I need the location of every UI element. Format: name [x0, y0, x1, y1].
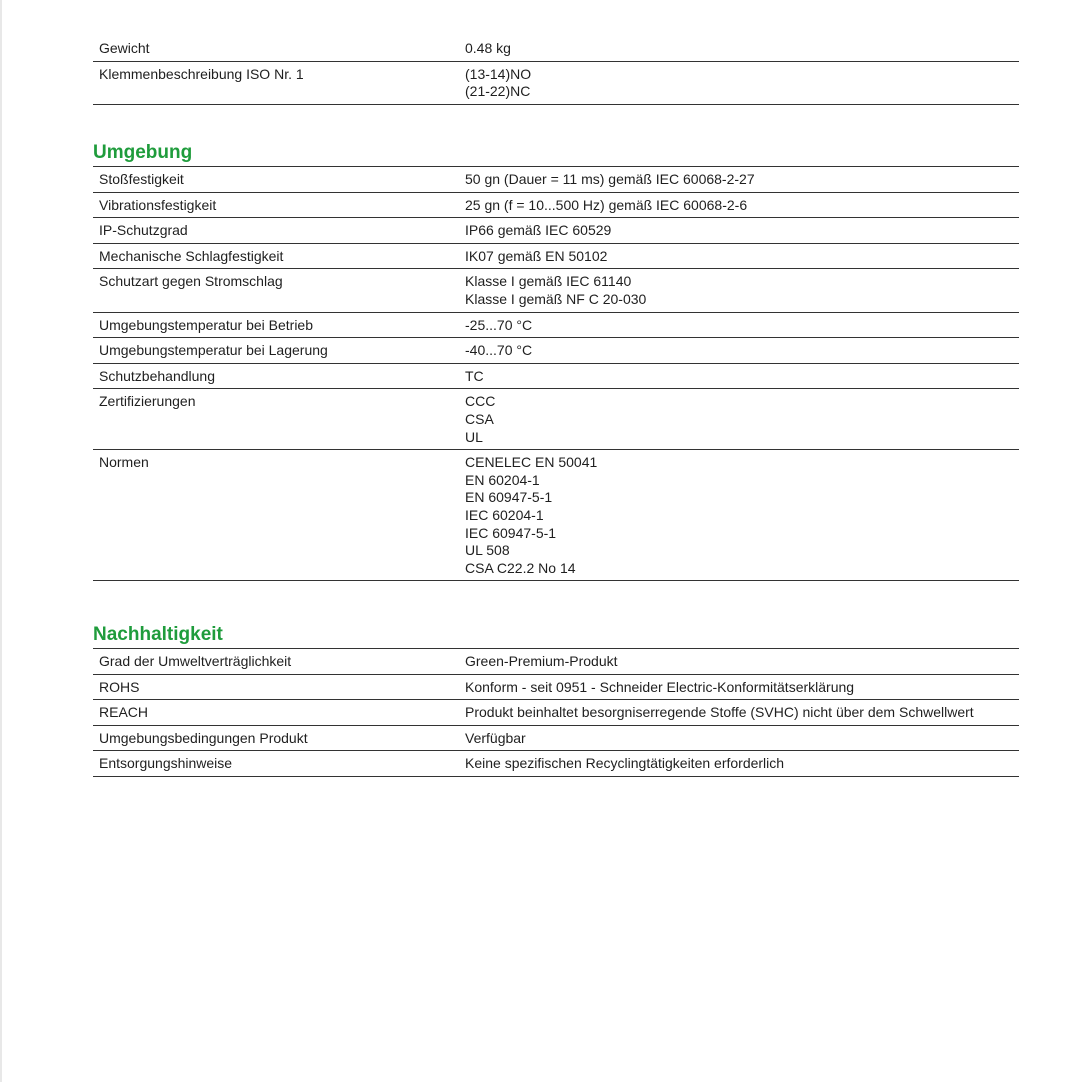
spec-value-line: Klasse I gemäß NF C 20-030: [465, 290, 647, 307]
spec-label: Schutzbehandlung: [93, 363, 459, 389]
page-edge: [0, 0, 2, 1082]
spec-label: Zertifizierungen: [93, 389, 459, 450]
spec-row: [93, 751, 1019, 777]
spec-row: [93, 338, 1019, 364]
spec-value: [459, 192, 1019, 218]
spec-label: Stoßfestigkeit: [93, 167, 459, 193]
spec-value-line: Green-Premium-Produkt: [465, 653, 618, 669]
spec-value-line: Konform - seit 0951 - Schneider Electric-Konformitätserklärung: [465, 678, 855, 695]
spec-table-umgebung: [93, 166, 1019, 581]
spec-value: [459, 61, 1019, 104]
spec-value: [459, 700, 1019, 726]
spec-label: ROHS: [93, 674, 459, 700]
spec-row: [93, 674, 1019, 700]
section-general: [93, 36, 1019, 105]
section-nachhaltigkeit: [93, 624, 1019, 777]
spec-table-general: [93, 36, 1019, 105]
spec-label: Gewicht: [93, 36, 459, 61]
spec-label: Normen: [93, 450, 459, 581]
spec-value-line: IP66 gemäß IEC 60529: [465, 222, 612, 239]
spec-label: Mechanische Schlagfestigkeit: [93, 243, 459, 269]
spec-value-line: EN 60204-1: [465, 471, 540, 488]
spec-label: Umgebungsbedingungen Produkt: [93, 725, 459, 751]
spec-label: Schutzart gegen Stromschlag: [93, 269, 459, 312]
spec-row: [93, 450, 1019, 581]
spec-value: [459, 218, 1019, 244]
spec-value: [459, 725, 1019, 751]
spec-label: Umgebungstemperatur bei Lagerung: [93, 338, 459, 364]
spec-row: [93, 312, 1019, 338]
spec-row: [93, 363, 1019, 389]
spec-value-line: IEC 60947-5-1: [465, 524, 557, 541]
spec-value: [459, 674, 1019, 700]
spec-value-line: IK07 gemäß EN 50102: [465, 247, 608, 264]
spec-row: [93, 243, 1019, 269]
spec-row: [93, 389, 1019, 450]
spec-row: [93, 167, 1019, 193]
spec-value-line: CSA: [465, 410, 494, 427]
spec-value-line: 0.48 kg: [465, 40, 511, 56]
spec-value-line: CCC: [465, 393, 496, 410]
spec-value-line: 50 gn (Dauer = 11 ms) gemäß IEC 60068-2-27: [465, 171, 755, 187]
spec-row: [93, 192, 1019, 218]
spec-value: [459, 450, 1019, 581]
spec-value-line: EN 60947-5-1: [465, 489, 553, 506]
spec-value-line: (21-22)NC: [465, 83, 531, 100]
spec-label: Vibrationsfestigkeit: [93, 192, 459, 218]
spec-value: [459, 243, 1019, 269]
spec-row: [93, 269, 1019, 312]
spec-value-line: IEC 60204-1: [465, 506, 544, 523]
section-title-nachhaltigkeit: Nachhaltigkeit: [93, 624, 223, 645]
section-title-umgebung: Umgebung: [93, 142, 193, 163]
spec-row: [93, 61, 1019, 104]
spec-value-line: CENELEC EN 50041: [465, 454, 598, 471]
spec-value-line: Verfügbar: [465, 729, 526, 746]
spec-value: [459, 338, 1019, 364]
spec-table-nachhaltigkeit: [93, 648, 1019, 777]
spec-value-line: TC: [465, 367, 484, 384]
spec-row: [93, 218, 1019, 244]
spec-label: Grad der Umweltverträglichkeit: [93, 649, 459, 675]
spec-value-line: Produkt beinhaltet besorgniserregende Stoffe (SVHC) nicht über dem Schwellwert: [465, 704, 974, 721]
spec-value-line: Klasse I gemäß IEC 61140: [465, 273, 632, 290]
spec-value: [459, 389, 1019, 450]
spec-value-line: (13-14)NO: [465, 65, 532, 82]
spec-label: IP-Schutzgrad: [93, 218, 459, 244]
spec-label: Umgebungstemperatur bei Betrieb: [93, 312, 459, 338]
spec-label: Entsorgungshinweise: [93, 751, 459, 777]
spec-row: [93, 649, 1019, 675]
spec-row: [93, 700, 1019, 726]
spec-value-line: Keine spezifischen Recyclingtätigkeiten erforderlich: [465, 755, 785, 772]
spec-value-line: 25 gn (f = 10...500 Hz) gemäß IEC 60068-2-6: [465, 196, 748, 213]
spec-value: [459, 751, 1019, 777]
spec-row: [93, 725, 1019, 751]
spec-value: [459, 167, 1019, 193]
spec-label: Klemmenbeschreibung ISO Nr. 1: [93, 61, 459, 104]
spec-row: [93, 36, 1019, 61]
section-umgebung: [93, 142, 1019, 581]
spec-value-line: CSA C22.2 No 14: [465, 559, 576, 576]
spec-label: REACH: [93, 700, 459, 726]
spec-value: [459, 269, 1019, 312]
spec-value: [459, 36, 1019, 61]
spec-value-line: UL 508: [465, 542, 510, 559]
spec-value-line: -40...70 °C: [465, 342, 533, 359]
spec-value: [459, 649, 1019, 675]
spec-value: [459, 312, 1019, 338]
spec-value-line: UL: [465, 428, 483, 445]
spec-value: [459, 363, 1019, 389]
spec-value-line: -25...70 °C: [465, 316, 533, 333]
